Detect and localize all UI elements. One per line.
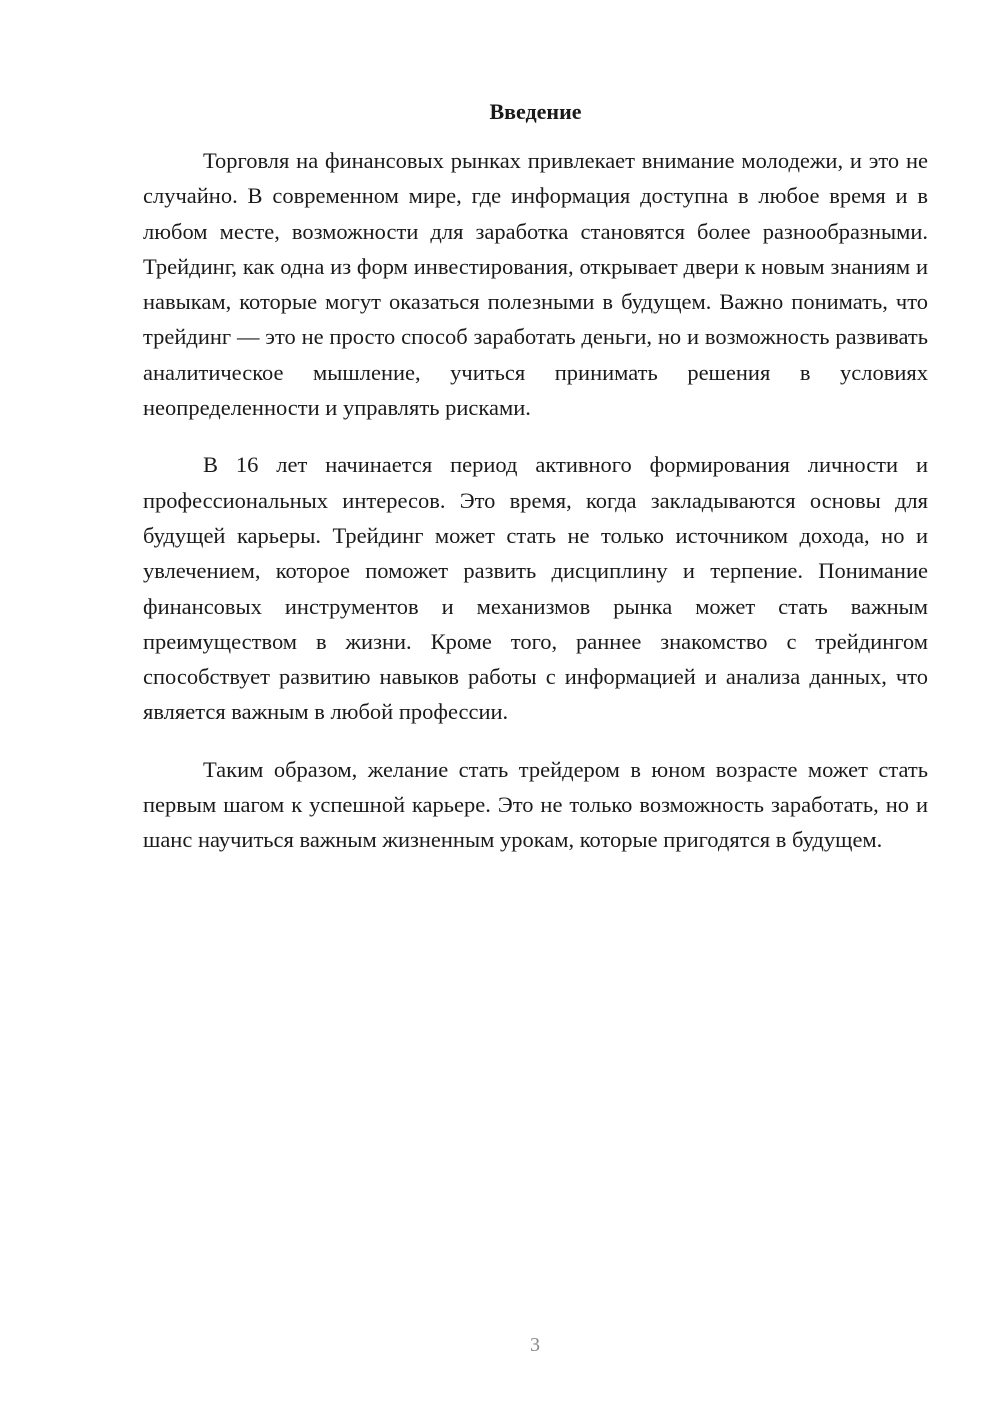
paragraph-3: Таким образом, желание стать трейдером в юном возрасте может стать первым шагом к успешной карьере. Это не только возможность заработать, но и шанс научиться важным жизненным урокам, которые пригодятся в будущем. <box>143 756 928 853</box>
paragraph-1: Торговля на финансовых рынках привлекает внимание молодежи, и это не случайно. В современном мире, где информация доступна в любое время и в любом месте, возможности для заработка становятся более разнообразными. Трейдинг, как одна из форм инвестирования, открывает двери к новым знаниям и навыкам, которые могут оказаться полезными в будущем. Важно понимать, что трейдинг — это не просто способ заработать деньги, но и возможность развивать аналитическое мышление, учиться принимать решения в условиях неопределенности и управлять рисками. <box>143 148 928 421</box>
page-number: 3 <box>530 1334 540 1356</box>
paragraph-2: В 16 лет начинается период активного формирования личности и профессиональных интересов. Это время, когда закладываются основы для будущей карьеры. Трейдинг может стать не только источником дохода, но и увлечением, которое поможет развить дисциплину и терпение. Понимание финансовых инструментов и механизмов рынка может стать важным преимуществом в жизни. Кроме того, раннее знакомство с трейдингом способствует развитию навыков работы с информацией и анализа данных, что является важным в любой профессии. <box>143 452 928 725</box>
section-title: Введение <box>489 99 582 124</box>
body-text <box>143 143 928 880</box>
